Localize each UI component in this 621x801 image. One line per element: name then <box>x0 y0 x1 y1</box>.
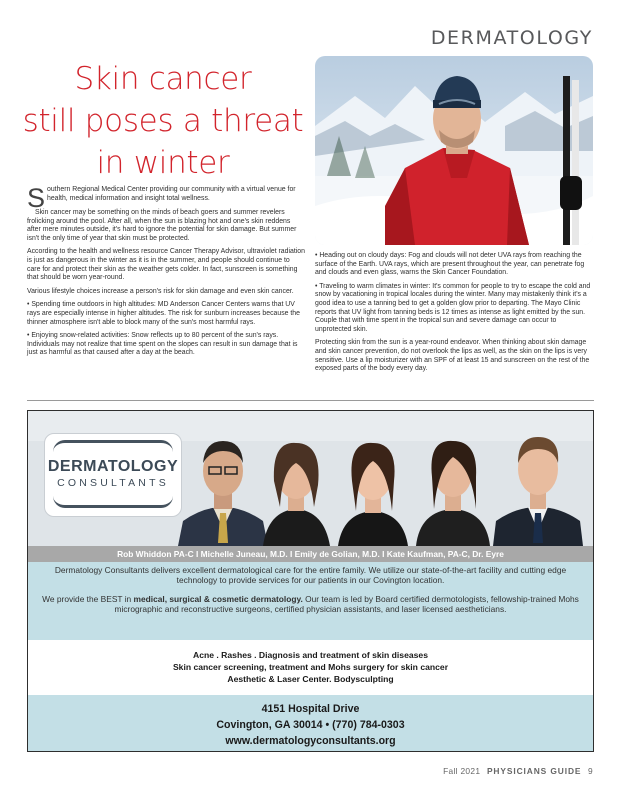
body-paragraph: Various lifestyle choices increase a person's risk for skin damage and even skin cancer. <box>27 287 294 295</box>
intro-paragraph <box>27 183 305 213</box>
staff-photo <box>28 411 593 546</box>
footer-page-number: 9 <box>588 766 593 776</box>
bullet-paragraph: • Heading out on cloudy days: Fog and clouds will not deter UVA rays from reaching the surface of the Earth. UVA rays, which are present throughout the year, can penetrate fog and clouds and even glass, warns the Skin Cancer Foundation. <box>315 252 585 277</box>
body-paragraph: According to the health and wellness resource Cancer Therapy Advisor, ultraviolet radiation is just as dangerous in the winter as it is in the summer, and people should continue to care for and protect their skin as the weather gets colder. In fact, sunscreen is something that should be worn year-round. <box>27 248 305 282</box>
page-footer <box>443 766 593 776</box>
logo-top-arc <box>53 440 173 452</box>
headline-line-1: Skin cancer <box>74 61 252 97</box>
bullet-paragraph: • Enjoying snow-related activities: Snow reflects up to 80 percent of the sun's rays. Individuals may not realize that time spent on the slopes can result in sun damage that is just as harmful as that caused after a day at the beach. <box>27 332 298 357</box>
section-divider <box>27 400 594 401</box>
ad-website[interactable]: www.dermatologyconsultants.org <box>225 735 396 747</box>
ad-paragraph-2-end: Our team is led by Board certified dermotologists, fellowship-trained Mohs micrographic and reconstructive surgeons, certified physician assistants, and laser licensed aestheticians. <box>114 593 579 615</box>
ad-city-phone: Covington, GA 30014 • (770) 784-0303 <box>216 719 405 731</box>
ad-paragraph-2-start: We provide the BEST in <box>42 593 134 604</box>
logo-line-2: CONSULTANTS <box>57 477 169 489</box>
headline-line-2: still poses a threat <box>22 103 304 139</box>
ad-paragraph-1: Dermatology Consultants delivers excellent dermatological care for the entire family. We utilize our state-of-the-art facility and cutting edge technology to provide services for our patients in our Covington location. <box>54 565 567 586</box>
ad-paragraph-2 <box>40 594 581 615</box>
bullet-paragraph: • Spending time outdoors in high altitudes: MD Anderson Cancer Centers warns that UV rays are especially intense in higher altitudes. The risk for sunburn increases because the thinner atmosphere isn't able to block many of the sun's most harmful rays. <box>27 301 300 326</box>
ad-address: 4151 Hospital Drive <box>261 703 360 715</box>
logo-bottom-arc <box>53 496 173 508</box>
service-line: Skin cancer screening, treatment and Mohs surgery for skin cancer <box>172 662 449 672</box>
ad-description <box>28 562 593 640</box>
drop-cap: S <box>27 183 46 213</box>
skier-photo-illustration <box>315 56 593 245</box>
logo-line-1: DERMATOLOGY <box>47 458 179 475</box>
service-line: Acne . Rashes . Diagnosis and treatment of skin diseases <box>193 650 428 660</box>
ad-contact <box>28 695 593 751</box>
bullet-paragraph: • Traveling to warm climates in winter: It's common for people to try to escape the cold and snow by vacationing in tropical locales during the winter. Many may mistakenly think it's a good idea to use a tanning bed to get a golden glow prior to departing. The Mayo Clinic reports that UV light from tanning beds is 12 times as intense as light emitted by the sun. Couple that with time spent in the tropical sun and severe damage can occur to unprotected skin. <box>315 282 591 333</box>
ad-paragraph-2-bold: medical, surgical & cosmetic dermatology. <box>133 593 303 604</box>
footer-publication: PHYSICIANS GUIDE <box>486 766 582 776</box>
article-headline <box>18 58 308 184</box>
article-right-column <box>315 252 594 379</box>
skier-photo <box>315 56 593 245</box>
article-left-column <box>27 183 305 363</box>
footer-season: Fall 2021 <box>443 766 481 776</box>
headline-line-3: in winter <box>96 145 230 181</box>
dermatology-consultants-logo <box>44 433 182 517</box>
service-line: Aesthetic & Laser Center. Bodysculpting <box>227 674 394 684</box>
body-paragraph: Protecting skin from the sun is a year-round endeavor. When thinking about skin damage and skin cancer prevention, do not overlook the lips as well, as the skin on the lips is very sensitive. Use a lip moisturizer with an SPF of at least 15 and sunscreen on the rest of the exposed parts of the body every day. <box>315 339 590 373</box>
dermatology-consultants-ad <box>27 410 594 752</box>
staff-names-bar: Rob Whiddon PA-C I Michelle Juneau, M.D. I Emily de Golian, M.D. I Kate Kaufman, PA-C, Dr. Eyre <box>28 546 593 562</box>
section-label: DERMATOLOGY <box>430 27 593 49</box>
intro-text: outhern Regional Medical Center providing our community with a virtual venue for health, medical information and insight total wellness. <box>47 186 296 202</box>
ad-services <box>28 640 593 695</box>
body-paragraph: Skin cancer may be something on the minds of beach goers and summer revelers frolicking around the pool. After all, when the sun is blazing hot and one's skin reddens after mere minutes outside, it's hard to ignore the potential for skin damage. But summer isn't the only time of year that skin must be protected. <box>27 209 297 242</box>
